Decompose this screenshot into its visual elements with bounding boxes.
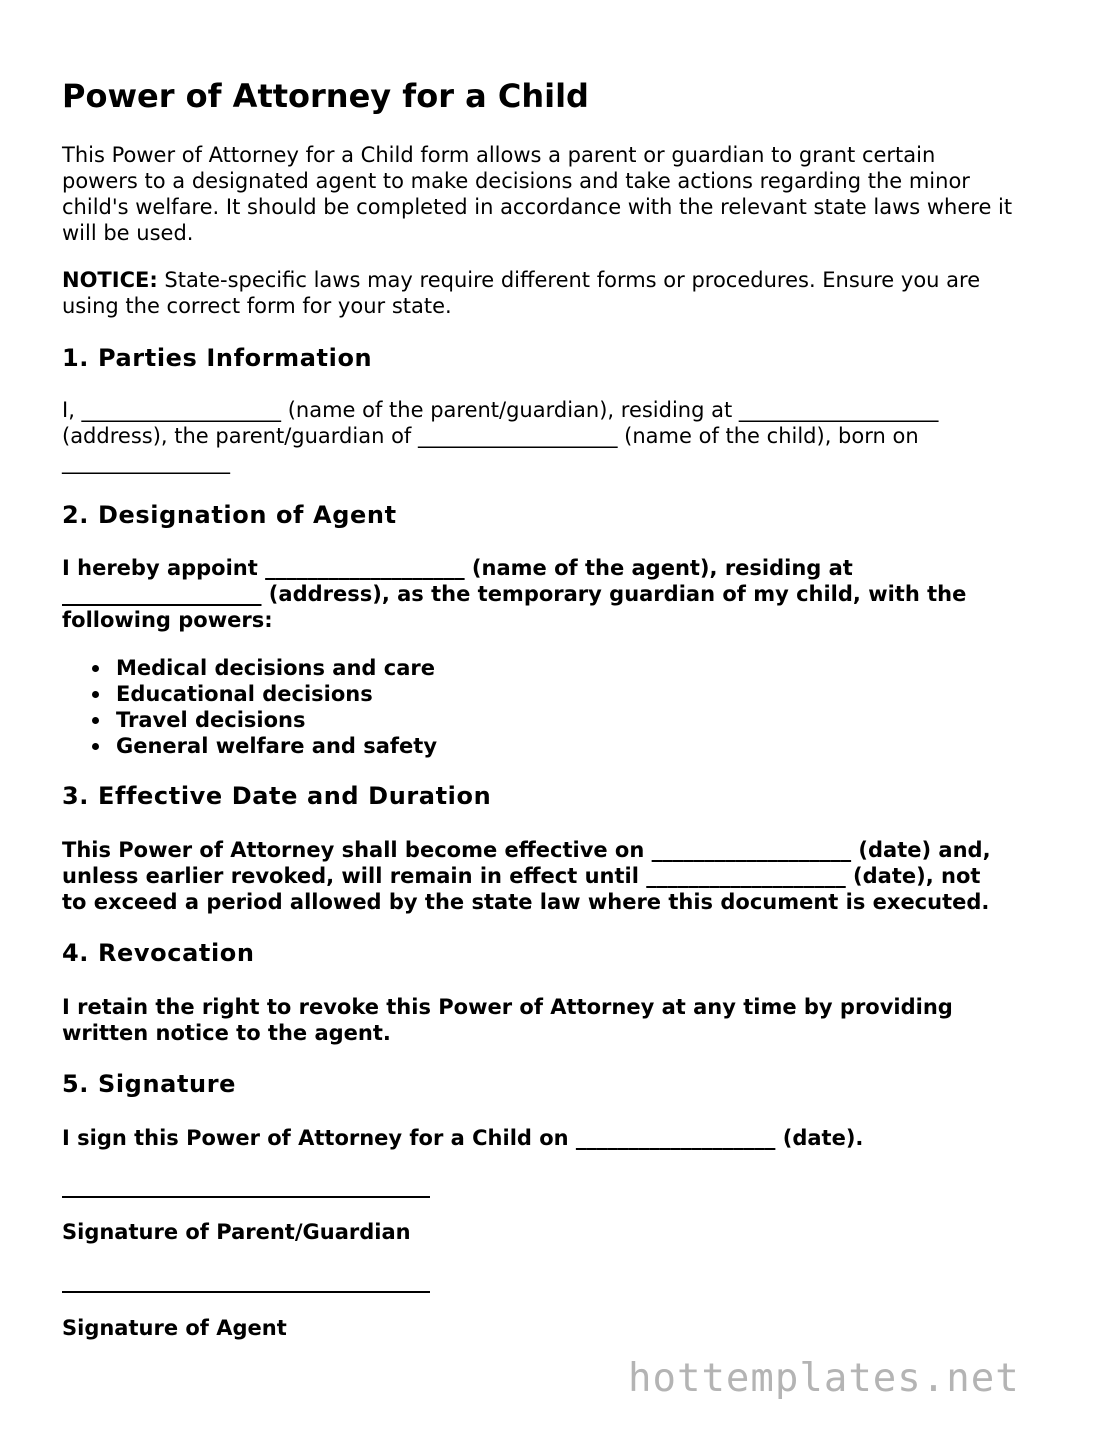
intro-line: powers to a designated agent to make decisions and take actions regarding the minor [62, 169, 970, 193]
parent-signature-label [62, 1219, 411, 1245]
effective-line: unless earlier revoked, will remain in effect until ___________________ (date), not [62, 864, 981, 888]
section-heading-signature: 5. Signature [62, 1070, 237, 1098]
list-item: Medical decisions and care [62, 655, 437, 681]
section-heading-effective: 3. Effective Date and Duration [62, 782, 492, 810]
watermark: hottemplates.net [628, 1356, 1020, 1401]
notice-line [62, 267, 980, 293]
agent-paragraph [62, 555, 966, 633]
agent-signature-line [62, 1291, 430, 1293]
agent-line: ___________________ (address), as the temporary guardian of my child, with the [62, 582, 967, 606]
notice-label: NOTICE: [62, 268, 158, 292]
notice-paragraph [62, 267, 980, 319]
revocation-paragraph [62, 994, 953, 1046]
agent-line: I hereby appoint ___________________ (name of the agent), residing at [62, 556, 853, 580]
agent-signature-label-text: Signature of Agent [62, 1316, 287, 1340]
list-item: Educational decisions [62, 681, 437, 707]
parties-line: ________________ [62, 450, 230, 474]
parties-paragraph [62, 397, 938, 475]
intro-line: child's welfare. It should be completed in accordance with the relevant state laws where it [62, 195, 1013, 219]
notice-text: State-specific laws may require different forms or procedures. Ensure you are [157, 268, 981, 292]
parties-line: I, ___________________ (name of the parent/guardian), residing at ___________________ [62, 398, 939, 422]
section-heading-revocation: 4. Revocation [62, 939, 255, 967]
revocation-line: written notice to the agent. [62, 1021, 391, 1045]
intro-paragraph [62, 142, 1012, 246]
signature-statement [62, 1125, 863, 1151]
list-item: General welfare and safety [62, 733, 437, 759]
effective-line: to exceed a period allowed by the state law where this document is executed. [62, 890, 990, 914]
notice-line: using the correct form for your state. [62, 294, 452, 318]
list-item: Travel decisions [62, 707, 437, 733]
section-heading-agent: 2. Designation of Agent [62, 501, 397, 529]
powers-list [62, 655, 437, 759]
section-heading-parties: 1. Parties Information [62, 344, 373, 372]
intro-line: will be used. [62, 221, 194, 245]
parties-line: (address), the parent/guardian of ___________________ (name of the child), born on [62, 424, 919, 448]
page-title: Power of Attorney for a Child [62, 77, 589, 115]
parent-signature-line [62, 1196, 430, 1198]
effective-line: This Power of Attorney shall become effective on ___________________ (date) and, [62, 838, 991, 862]
signature-statement-line: I sign this Power of Attorney for a Child on ___________________ (date). [62, 1126, 864, 1150]
agent-line: following powers: [62, 608, 273, 632]
intro-line: This Power of Attorney for a Child form allows a parent or guardian to grant certain [62, 143, 936, 167]
parent-signature-label-text: Signature of Parent/Guardian [62, 1220, 411, 1244]
revocation-line: I retain the right to revoke this Power of Attorney at any time by providing [62, 995, 953, 1019]
effective-paragraph [62, 837, 991, 915]
agent-signature-label [62, 1315, 287, 1341]
